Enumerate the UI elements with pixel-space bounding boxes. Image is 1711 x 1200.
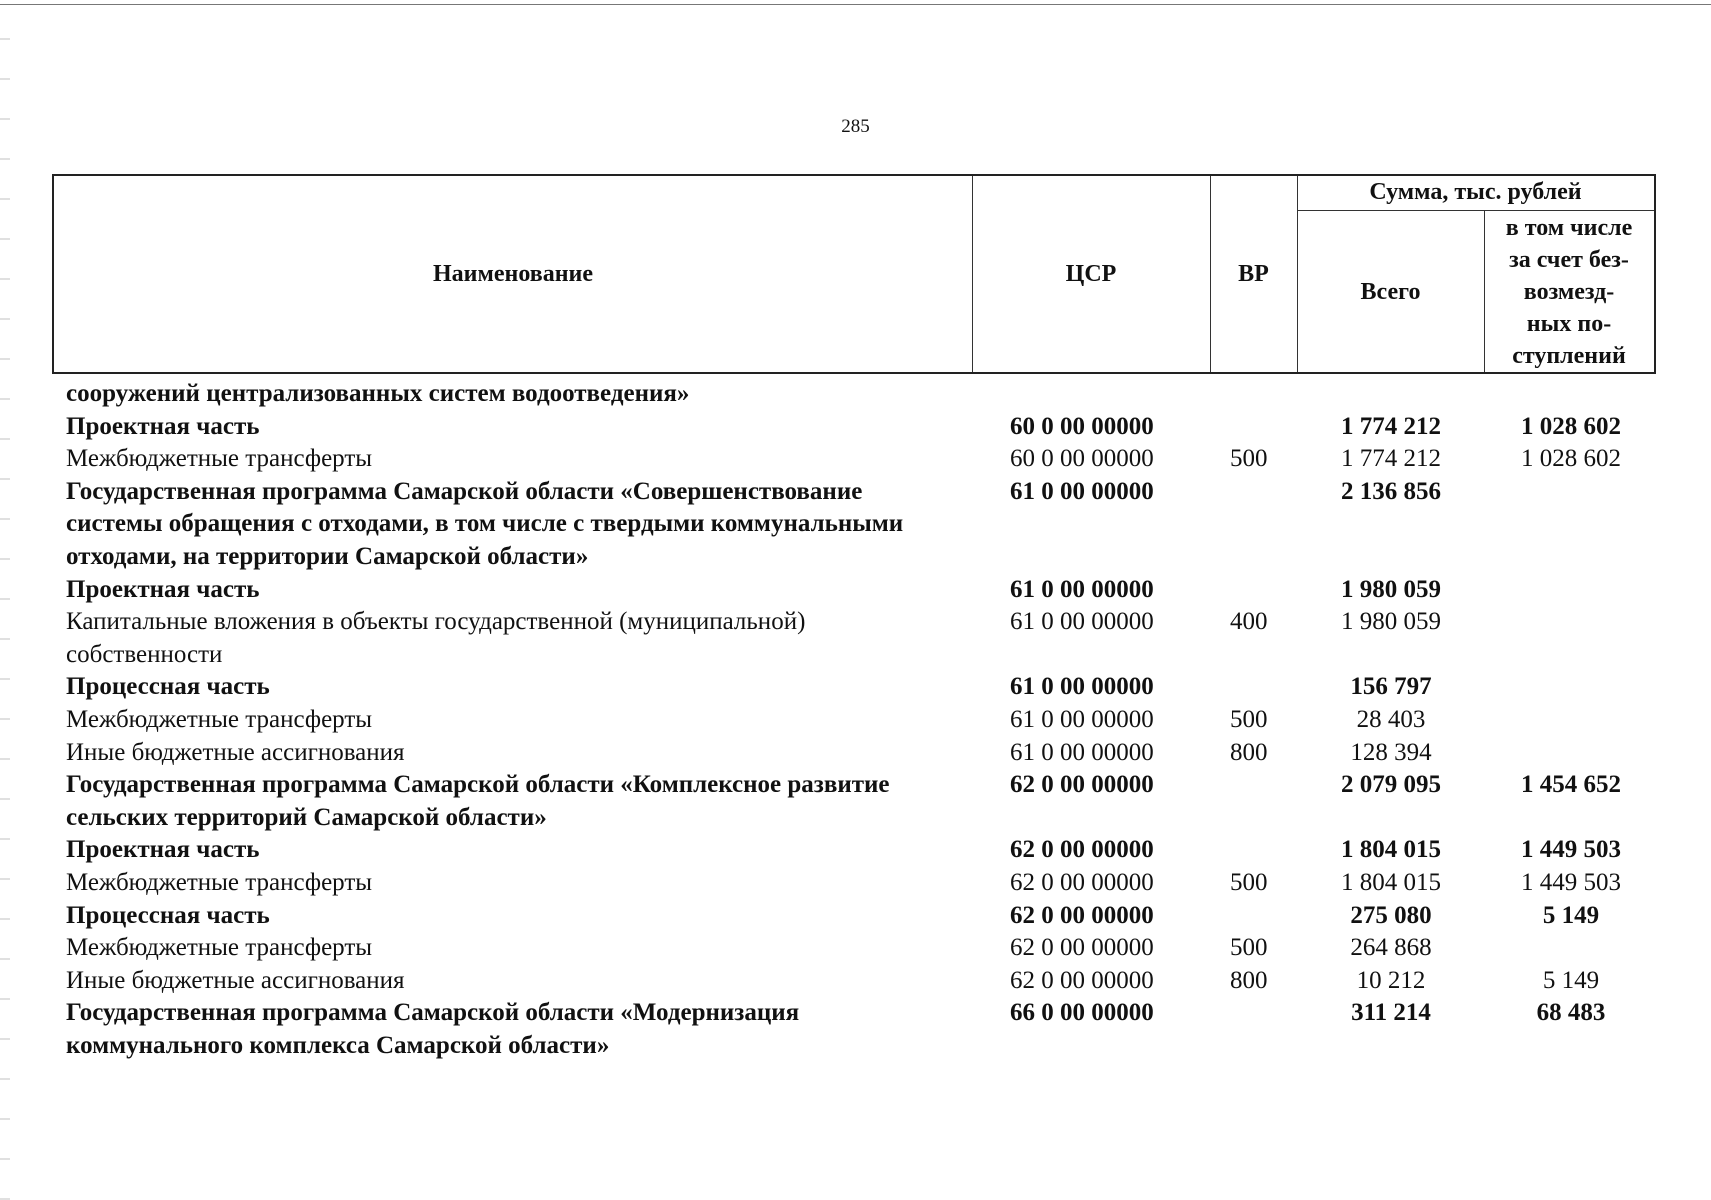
row-vr: 800 — [1230, 966, 1268, 994]
row-free-of-charge: 68 483 — [1536, 999, 1606, 1027]
row-name: Государственная программа Самарской области «Модернизация коммунального комплекса Самарской области» — [66, 999, 800, 1059]
table-row — [0, 378, 1711, 411]
header-free-line: за счет без- — [1509, 247, 1629, 273]
table-row — [0, 932, 1711, 965]
table-row — [0, 769, 1711, 834]
row-csr: 62 0 00 00000 — [1010, 836, 1154, 864]
row-total: 275 080 — [1350, 901, 1432, 929]
row-name: Межбюджетные трансферты — [66, 445, 373, 473]
header-free-line: в том числе — [1505, 215, 1633, 241]
row-csr: 62 0 00 00000 — [1010, 966, 1154, 994]
row-free-of-charge: 1 028 602 — [1521, 412, 1621, 440]
header-free-of-charge — [1484, 212, 1654, 372]
row-total: 1 804 015 — [1341, 868, 1441, 896]
scan-top-border — [0, 4, 1711, 5]
row-free-of-charge: 1 449 503 — [1521, 868, 1621, 896]
row-csr: 62 0 00 00000 — [1010, 771, 1154, 799]
row-name: Проектная часть — [66, 412, 260, 440]
table-row — [0, 476, 1711, 574]
header-sum-group: Сумма, тыс. рублей — [1369, 179, 1582, 205]
row-csr: 61 0 00 00000 — [1010, 575, 1154, 603]
row-total: 1 804 015 — [1341, 836, 1441, 864]
row-name: Проектная часть — [66, 836, 260, 864]
row-csr: 60 0 00 00000 — [1010, 412, 1154, 440]
row-total: 311 214 — [1351, 999, 1431, 1027]
table-row — [0, 900, 1711, 933]
row-free-of-charge: 1 028 602 — [1521, 445, 1621, 473]
row-csr: 66 0 00 00000 — [1010, 999, 1154, 1027]
row-name: Иные бюджетные ассигнования — [66, 738, 405, 766]
row-name: Процессная часть — [66, 673, 270, 701]
row-total: 128 394 — [1350, 738, 1432, 766]
row-name: Межбюджетные трансферты — [66, 934, 373, 962]
row-csr: 61 0 00 00000 — [1010, 705, 1154, 733]
row-name: Капитальные вложения в объекты государственной (муниципальной) собственности — [66, 608, 806, 668]
row-name: Межбюджетные трансферты — [66, 705, 373, 733]
row-total: 1 980 059 — [1341, 575, 1441, 603]
row-vr: 500 — [1230, 445, 1268, 473]
row-vr: 500 — [1230, 868, 1268, 896]
row-vr: 500 — [1230, 705, 1268, 733]
table-row — [0, 411, 1711, 444]
header-free-line: ных по- — [1526, 311, 1612, 337]
row-name: Проектная часть — [66, 575, 260, 603]
row-vr: 400 — [1230, 608, 1268, 636]
row-total: 28 403 — [1356, 705, 1426, 733]
row-free-of-charge: 5 149 — [1542, 901, 1600, 929]
header-free-line: ступлений — [1512, 343, 1626, 369]
table-row — [0, 965, 1711, 998]
table-row — [0, 574, 1711, 607]
table-body — [0, 378, 1711, 1062]
row-total: 1 980 059 — [1341, 608, 1441, 636]
row-csr: 60 0 00 00000 — [1010, 445, 1154, 473]
row-name: Государственная программа Самарской области «Комплексное развитие сельских территорий Самарской области» — [66, 771, 890, 831]
table-row — [0, 834, 1711, 867]
row-total: 264 868 — [1350, 934, 1432, 962]
table-row — [0, 867, 1711, 900]
table-row — [0, 737, 1711, 770]
row-name: Иные бюджетные ассигнования — [66, 966, 405, 994]
header-vr: ВР — [1238, 261, 1269, 287]
header-csr: ЦСР — [1065, 261, 1117, 287]
row-name: Межбюджетные трансферты — [66, 868, 373, 896]
row-total: 1 774 212 — [1341, 445, 1441, 473]
header-total: Всего — [1360, 279, 1421, 305]
row-total: 156 797 — [1350, 673, 1432, 701]
row-name: Процессная часть — [66, 901, 270, 929]
header-free-line: возмезд- — [1523, 279, 1615, 305]
table-row — [0, 606, 1711, 671]
row-total: 10 212 — [1356, 966, 1426, 994]
row-name: Государственная программа Самарской области «Совершенствование системы обращения с отходами, в том числе с твердыми коммунальными отходами, на территории Самарской области» — [66, 477, 904, 570]
table-header — [52, 174, 1656, 374]
header-divider-sum-group — [1297, 210, 1654, 211]
row-free-of-charge: 5 149 — [1542, 966, 1600, 994]
row-vr: 800 — [1230, 738, 1268, 766]
row-csr: 61 0 00 00000 — [1010, 477, 1154, 505]
row-name: сооружений централизованных систем водоотведения» — [66, 380, 690, 407]
row-csr: 61 0 00 00000 — [1010, 673, 1154, 701]
row-free-of-charge: 1 454 652 — [1521, 771, 1621, 799]
row-total: 1 774 212 — [1341, 412, 1441, 440]
row-csr: 62 0 00 00000 — [1010, 901, 1154, 929]
header-name: Наименование — [433, 261, 593, 287]
table-row — [0, 443, 1711, 476]
row-vr: 500 — [1230, 934, 1268, 962]
page-number: 285 — [841, 116, 870, 137]
table-row — [0, 671, 1711, 704]
row-free-of-charge: 1 449 503 — [1521, 836, 1621, 864]
row-csr: 61 0 00 00000 — [1010, 738, 1154, 766]
row-csr: 62 0 00 00000 — [1010, 934, 1154, 962]
row-total: 2 079 095 — [1341, 771, 1441, 799]
row-total: 2 136 856 — [1341, 477, 1441, 505]
row-csr: 61 0 00 00000 — [1010, 608, 1154, 636]
row-csr: 62 0 00 00000 — [1010, 868, 1154, 896]
table-row — [0, 997, 1711, 1062]
table-row — [0, 704, 1711, 737]
